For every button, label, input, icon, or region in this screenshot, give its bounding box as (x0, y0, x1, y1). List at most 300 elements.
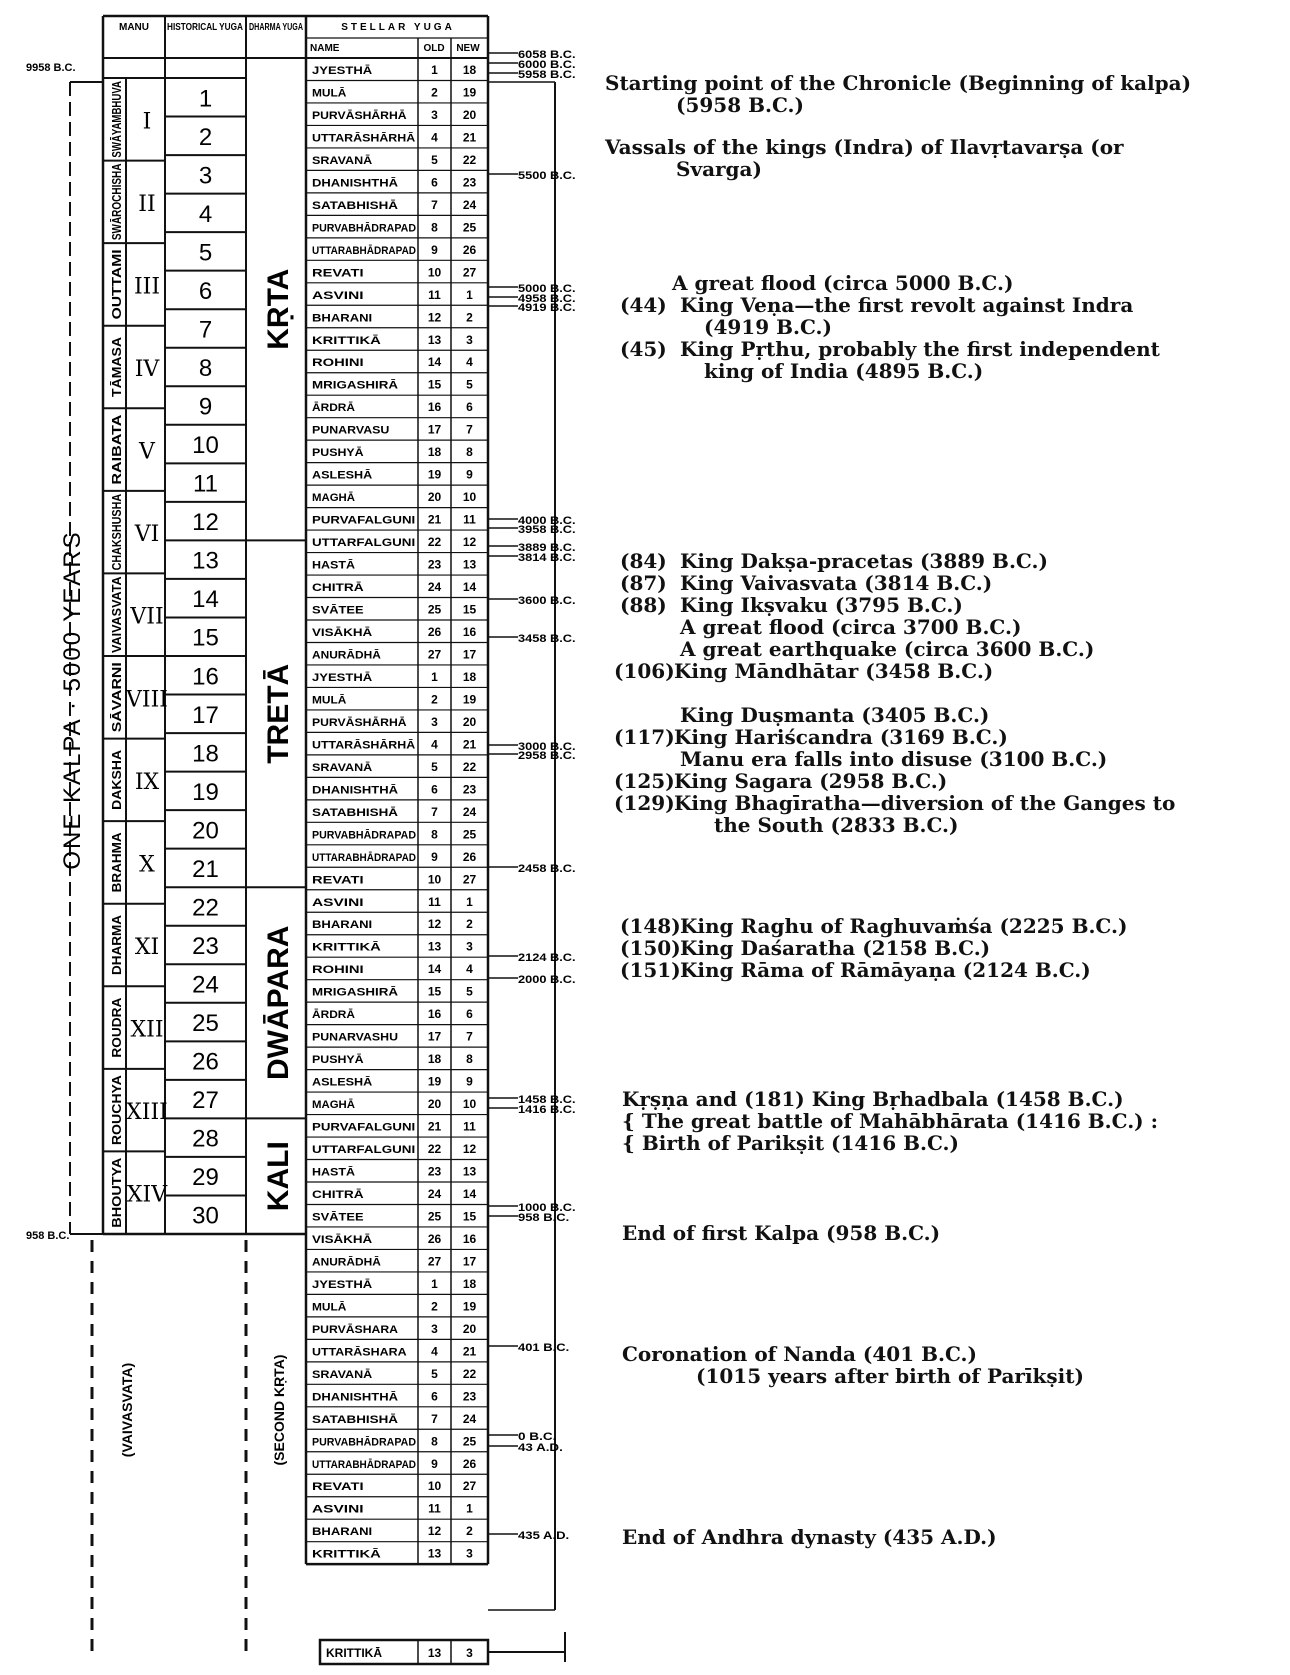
stellar-old: 7 (431, 804, 438, 819)
stellar-name: DHANISHTHĀ (312, 1391, 399, 1404)
bottom-date: 958 B.C. (26, 1230, 70, 1242)
stellar-new: 21 (462, 1344, 477, 1359)
header-new: NEW (456, 43, 480, 54)
stellar-name: ĀRDRĀ (312, 1009, 356, 1022)
date-mark: 958 B.C. (518, 1212, 570, 1224)
stellar-old: 25 (427, 602, 442, 617)
historical-yuga-number: 13 (192, 547, 219, 575)
historical-yuga-number: 4 (198, 200, 213, 228)
stellar-name: CHITRĀ (312, 582, 364, 595)
stellar-old: 13 (427, 939, 442, 954)
stellar-new: 18 (462, 63, 477, 77)
manu-number: VI (134, 522, 160, 548)
stellar-name: JYESTHĀ (312, 65, 373, 77)
historical-yuga-number: 20 (192, 817, 219, 845)
stellar-name: SVĀTEE (312, 1211, 364, 1224)
stellar-old: 22 (427, 1142, 442, 1157)
event-text: A great flood (circa 5000 B.C.) (672, 271, 1014, 295)
stellar-new: 24 (462, 197, 477, 212)
stellar-name: UTTARĀSHĀRHĀ (312, 739, 416, 752)
stellar-new: 2 (466, 1524, 473, 1539)
manu-number: IX (134, 769, 160, 795)
stellar-old: 20 (427, 1097, 442, 1112)
stellar-old: 17 (427, 422, 442, 437)
date-mark: 4000 B.C. (518, 515, 576, 527)
event-number: (45) (620, 337, 667, 361)
historical-yuga-number: 10 (192, 432, 219, 460)
stellar-old: 9 (431, 849, 438, 864)
event-number: (148) (620, 914, 681, 938)
manu-number: II (138, 191, 156, 217)
stellar-name: REVATI (312, 267, 364, 280)
header-manu: MANU (119, 22, 149, 33)
event-number: (151) (620, 958, 681, 982)
stellar-old: 24 (427, 1187, 442, 1201)
stellar-name: MAGHĀ (312, 1099, 356, 1112)
date-mark: 2458 B.C. (518, 863, 576, 875)
header-name: NAME (310, 43, 340, 54)
stellar-old: 16 (427, 400, 442, 415)
stellar-new: 14 (462, 1187, 477, 1201)
stellar-name: ASVINI (312, 1503, 364, 1516)
stellar-name: PUSHYĀ (312, 1054, 364, 1067)
stellar-new: 22 (462, 1366, 477, 1381)
dharma-yuga-name: TRETĀ (262, 663, 295, 764)
stellar-name: UTTARABHĀDRAPAD (312, 851, 417, 864)
stellar-old: 6 (431, 782, 438, 797)
event-text: A great flood (circa 3700 B.C.) (680, 615, 1022, 639)
stellar-old: 2 (431, 85, 438, 100)
manu-name: SWĀROCHISHA (109, 140, 124, 241)
stellar-name: SVĀTEE (312, 604, 364, 617)
stellar-old: 3 (431, 1321, 438, 1336)
stellar-new: 8 (466, 1052, 473, 1067)
event-text: King Vaivasvata (3814 B.C.) (680, 571, 993, 595)
stellar-new: 23 (462, 175, 477, 190)
event-number: (129) (614, 791, 675, 815)
historical-yuga-number: 11 (193, 470, 218, 498)
dharma-yuga-name: KṚTA (262, 268, 295, 350)
stellar-old: 7 (431, 1411, 438, 1426)
stellar-name: JYESTHĀ (312, 671, 373, 684)
stellar-old: 9 (431, 1456, 438, 1471)
event-text: King Daśaratha (2158 B.C.) (680, 936, 991, 960)
stellar-name: KRITTIKĀ (312, 1548, 381, 1561)
event-text: King Pṛthu, probably the first independent (680, 337, 1160, 361)
stellar-name: ASLESHĀ (312, 1076, 373, 1089)
manu-number: VII (130, 604, 164, 630)
stellar-name: BHARANI (312, 312, 373, 325)
stellar-old: 1 (431, 1276, 438, 1291)
stellar-new: 11 (463, 1119, 476, 1134)
dharma-yuga-name: DWĀPARA (262, 925, 295, 1081)
stellar-new: 15 (462, 602, 477, 617)
stellar-old: 10 (427, 1479, 442, 1494)
stellar-name: MULĀ (312, 1301, 347, 1314)
stellar-name: VISĀKHĀ (312, 627, 373, 639)
stellar-name: UTTARABHĀDRAPAD (312, 1458, 417, 1471)
historical-yuga-number: 27 (192, 1087, 219, 1115)
stellar-old: 27 (427, 647, 442, 662)
date-mark: 4919 B.C. (518, 302, 576, 314)
stellar-old: 3 (431, 714, 438, 729)
stellar-new: 26 (462, 849, 477, 864)
historical-yuga-number: 23 (192, 933, 219, 960)
date-mark: 43 A.D. (518, 1442, 563, 1454)
stellar-name: UTTARĀSHĀRHĀ (312, 132, 416, 145)
stellar-old: 11 (428, 1501, 441, 1516)
stellar-new: 22 (462, 152, 477, 167)
stellar-new: 13 (462, 557, 477, 572)
stellar-new: 10 (462, 1097, 477, 1112)
manu-name: BRAHMA (109, 834, 124, 893)
stellar-new: 4 (466, 355, 473, 370)
stellar-new: 23 (462, 1389, 477, 1404)
event-number: (84) (620, 549, 667, 573)
stellar-name: SRAVANĀ (312, 761, 373, 774)
manu-name: SWĀYAMBHUVA (109, 54, 124, 158)
manu-number: XIII (126, 1100, 168, 1126)
manu-name: CHAKSHUSHA (109, 477, 124, 571)
stellar-old: 18 (427, 445, 442, 460)
header-dharma-yuga: DHARMA YUGA (249, 22, 303, 33)
stellar-new: 6 (466, 1007, 473, 1022)
stellar-name: ANURĀDHĀ (312, 1256, 381, 1269)
event-text: king of India (4895 B.C.) (704, 359, 984, 383)
stellar-new: 20 (462, 714, 477, 729)
manu-name: RAIBATA (109, 427, 124, 485)
stellar-name: MRIGASHIRĀ (312, 379, 399, 392)
manu-name: VAIVASVATA (109, 574, 124, 653)
stellar-name: ANURĀDHĀ (312, 649, 381, 662)
stellar-name: SRAVANĀ (312, 154, 373, 167)
stellar-old: 25 (427, 1209, 442, 1224)
date-mark: 1416 B.C. (518, 1104, 576, 1116)
event-text: King Sagara (2958 B.C.) (674, 769, 948, 793)
stellar-old: 21 (427, 1119, 442, 1134)
event-text: King Duṣmanta (3405 B.C.) (680, 703, 990, 727)
stellar-name: HASTĀ (312, 1166, 356, 1179)
stellar-old: 22 (427, 535, 442, 550)
historical-yuga-number: 19 (192, 778, 219, 806)
stellar-new: 1 (466, 1501, 473, 1516)
date-mark: 3889 B.C. (518, 542, 576, 554)
stellar-name: UTTARFALGUNI (312, 537, 416, 550)
stellar-old: 1 (431, 669, 438, 684)
historical-yuga-number: 28 (192, 1125, 219, 1153)
stellar-new: 17 (462, 647, 477, 662)
stellar-old: 26 (427, 1231, 442, 1246)
date-mark: 3814 B.C. (518, 552, 576, 564)
stellar-old: 16 (427, 1007, 442, 1022)
stellar-name: PURVAFALGUNI (312, 514, 416, 527)
date-mark: 5000 B.C. (518, 283, 576, 295)
stellar-name: PURVĀSHARA (312, 1323, 399, 1336)
stellar-new: 26 (462, 242, 477, 257)
stellar-old: 13 (427, 1546, 442, 1561)
stellar-new: 3 (466, 1546, 473, 1561)
stellar-old: 5 (431, 759, 438, 774)
stellar-old: 8 (431, 1434, 438, 1449)
manu-number: XII (130, 1017, 164, 1043)
event-text: End of Andhra dynasty (435 A.D.) (622, 1525, 997, 1549)
stellar-name: JYESTHĀ (312, 1278, 373, 1291)
stellar-new: 20 (462, 1321, 477, 1336)
historical-yuga-number: 5 (198, 239, 213, 267)
stellar-old: 4 (431, 1344, 438, 1359)
historical-yuga-number: 15 (192, 624, 219, 652)
stellar-old: 3 (431, 107, 438, 122)
stellar-old: 13 (427, 332, 442, 347)
stellar-old: 15 (427, 984, 442, 999)
manu-number: I (142, 109, 152, 135)
stellar-old: 8 (431, 827, 438, 842)
header-old: OLD (423, 43, 445, 54)
stellar-name: DHANISHTHĀ (312, 177, 399, 190)
stellar-new: 20 (462, 107, 477, 122)
kalpa-label: ONE KALPA · 5000 YEARS (59, 530, 86, 870)
manu-number: IV (134, 357, 160, 382)
stellar-old: 7 (431, 197, 438, 212)
event-text: King Raghu of Raghuvaṁśa (2225 B.C.) (680, 914, 1128, 938)
stellar-new: 13 (462, 1164, 477, 1179)
manu-number: X (139, 852, 155, 878)
event-text: King Māndhātar (3458 B.C.) (674, 659, 994, 683)
stellar-name: UTTARFALGUNI (312, 1144, 416, 1157)
stellar-name: UTTARABHĀDRAPAD (312, 244, 417, 257)
stellar-name: ROHINI (312, 964, 364, 977)
stellar-old: 11 (428, 894, 441, 909)
stellar-old: 10 (427, 265, 442, 280)
stellar-new: 14 (462, 580, 477, 595)
stellar-new: 5 (466, 377, 473, 392)
stellar-new: 2 (466, 310, 473, 325)
stellar-name: PUNARVASHU (312, 1031, 399, 1044)
date-mark: 2124 B.C. (518, 952, 576, 964)
historical-yuga-number: 1 (198, 85, 213, 113)
stellar-new: 1 (466, 287, 473, 302)
historical-yuga-number: 8 (198, 355, 213, 382)
stellar-old: 6 (431, 175, 438, 190)
stellar-name: ASVINI (312, 289, 364, 302)
stellar-old: 23 (427, 557, 442, 572)
manu-number: VIII (126, 687, 168, 713)
stellar-new: 19 (462, 85, 477, 100)
event-text: Coronation of Nanda (401 B.C.) (622, 1342, 977, 1366)
event-text: A great earthquake (circa 3600 B.C.) (680, 637, 1095, 661)
stellar-old: 12 (427, 310, 442, 325)
manu-name: OUTTAMI (109, 261, 124, 320)
event-text: { Birth of Parikṣit (1416 B.C.) (622, 1131, 959, 1155)
stellar-old: 19 (427, 467, 442, 482)
stellar-old: 14 (427, 355, 442, 370)
header-stellar-yuga: STELLAR YUGA (341, 22, 455, 33)
date-mark: 2958 B.C. (518, 750, 576, 762)
stellar-old: 8 (431, 220, 438, 235)
stellar-name: ASLESHĀ (312, 469, 373, 482)
event-number: (117) (614, 725, 675, 749)
stellar-name: PURVABHĀDRAPAD (312, 1436, 417, 1449)
historical-yuga-number: 7 (198, 316, 213, 344)
stellar-new: 10 (462, 490, 477, 505)
event-text: the South (2833 B.C.) (714, 813, 959, 837)
date-mark: 435 A.D. (518, 1530, 570, 1542)
stellar-new: 16 (462, 625, 477, 639)
stellar-old: 23 (427, 1164, 442, 1179)
stellar-new: 27 (462, 1479, 477, 1494)
historical-yuga-number: 29 (192, 1164, 219, 1192)
stellar-name: SATABHISHĀ (312, 1413, 399, 1426)
stellar-name: KRITTIKĀ (312, 334, 381, 347)
top-date: 9958 B.C. (26, 62, 76, 74)
historical-yuga-number: 17 (192, 701, 219, 729)
stellar-old: 15 (427, 377, 442, 392)
stellar-old: 4 (431, 737, 438, 752)
manu-name: ROUCHYA (109, 1080, 124, 1146)
stellar-name: BHARANI (312, 919, 373, 932)
stellar-name: VISĀKHĀ (312, 1233, 373, 1246)
historical-yuga-number: 21 (192, 855, 219, 883)
date-mark: 5958 B.C. (518, 69, 576, 81)
historical-yuga-number: 24 (192, 971, 219, 999)
historical-yuga-number: 18 (192, 740, 219, 768)
historical-yuga-number: 9 (198, 393, 213, 421)
event-text: Svarga) (676, 157, 762, 181)
manu-name: DHARMA (109, 917, 124, 975)
historical-yuga-number: 2 (198, 123, 213, 151)
stellar-new: 15 (462, 1209, 477, 1224)
stellar-new: 16 (462, 1231, 477, 1246)
stellar-name: MULĀ (312, 694, 347, 707)
stellar-name: KRITTIKĀ (312, 941, 381, 954)
stellar-name: REVATI (312, 874, 364, 887)
historical-yuga-number: 25 (192, 1010, 219, 1038)
date-mark: 2000 B.C. (518, 974, 576, 986)
stellar-new: 25 (462, 220, 477, 235)
stellar-new: 18 (462, 669, 477, 684)
historical-yuga-number: 12 (192, 509, 219, 537)
stellar-name: CHITRĀ (312, 1189, 364, 1201)
event-number: (87) (620, 571, 667, 595)
date-mark: 4958 B.C. (518, 293, 576, 305)
event-text: Starting point of the Chronicle (Beginning of kalpa) (605, 71, 1192, 95)
stellar-old: 6 (431, 1389, 438, 1404)
stellar-new: 19 (462, 692, 477, 707)
stellar-name: MRIGASHIRĀ (312, 986, 399, 999)
stellar-new: 21 (462, 737, 477, 752)
historical-yuga-number: 6 (198, 277, 213, 305)
stellar-name: ASVINI (312, 896, 364, 909)
event-text: King Rāma of Rāmāyaṇa (2124 B.C.) (680, 958, 1091, 982)
stellar-name: SRAVANĀ (312, 1368, 373, 1381)
header-historical-yuga: HISTORICAL YUGA (167, 22, 243, 33)
stellar-name: SATABHISHĀ (312, 806, 399, 819)
stellar-name: PURVĀSHĀRHĀ (312, 716, 407, 729)
event-text: King Ikṣvaku (3795 B.C.) (680, 593, 963, 617)
stellar-name: PUSHYĀ (312, 447, 364, 460)
stellar-name: HASTĀ (312, 559, 356, 572)
stellar-name: PURVĀSHĀRHĀ (312, 109, 407, 122)
stellar-old: 5 (431, 152, 438, 167)
stellar-new: 24 (462, 804, 477, 819)
stellar-old: 10 (427, 872, 442, 887)
event-number: (88) (620, 593, 667, 617)
event-text: Vassals of the kings (Indra) of Ilavṛtavarṣa (or (605, 135, 1124, 159)
date-mark: 6000 B.C. (518, 59, 576, 71)
event-text: { The great battle of Mahābhārata (1416 B.C.) : (622, 1109, 1158, 1133)
stellar-name: PURVABHĀDRAPAD (312, 222, 417, 235)
stellar-old: 12 (427, 917, 442, 932)
historical-yuga-number: 30 (192, 1202, 219, 1230)
stellar-new: 12 (462, 535, 477, 550)
stellar-new: 24 (462, 1411, 477, 1426)
stellar-new: 18 (462, 1276, 477, 1291)
date-mark: 3458 B.C. (518, 633, 576, 645)
event-number: (106) (614, 659, 675, 683)
manu-number: XIV (126, 1182, 168, 1208)
stellar-new: 3 (466, 939, 473, 954)
event-text: King Veṇa—the first revolt against Indra (680, 293, 1134, 317)
event-number: (125) (614, 769, 675, 793)
stellar-new: 5 (466, 984, 473, 999)
date-mark: 0 B.C. (518, 1431, 557, 1443)
manu-name: SĀVARNI (109, 674, 124, 733)
manu-name: BHOUTYA (109, 1164, 124, 1228)
stellar-new: 19 (462, 1299, 477, 1314)
historical-yuga-number: 14 (192, 586, 219, 614)
stellar-new: 21 (462, 130, 477, 145)
dharma-yuga-name: KALI (262, 1141, 295, 1212)
stellar-old: 9 (431, 242, 438, 257)
date-mark: 1458 B.C. (518, 1094, 576, 1106)
stellar-new: 27 (462, 265, 477, 280)
stellar-old: 19 (427, 1074, 442, 1089)
historical-yuga-number: 3 (198, 162, 213, 190)
stellar-new: 9 (466, 1074, 473, 1089)
stellar-new: 22 (462, 759, 477, 774)
stellar-old: 20 (427, 490, 442, 505)
stellar-name: ĀRDRĀ (312, 402, 356, 415)
stellar-new: 9 (466, 467, 473, 482)
second-krta-label: (SECOND KṚTA) (271, 1354, 287, 1466)
date-mark: 6058 B.C. (518, 49, 576, 61)
date-mark: 1000 B.C. (518, 1202, 576, 1214)
stellar-new: 7 (466, 1029, 473, 1044)
stellar-old: 14 (427, 962, 442, 977)
stellar-old: 4 (431, 130, 438, 145)
stellar-new: 8 (466, 445, 473, 460)
event-number: (150) (620, 936, 681, 960)
stellar-new: 25 (462, 1434, 477, 1449)
vaivasvata-label: (VAIVASVATA) (119, 1362, 135, 1458)
final-row-old: 13 (427, 1646, 442, 1660)
stellar-new: 26 (462, 1456, 477, 1471)
stellar-new: 23 (462, 782, 477, 797)
stellar-name: REVATI (312, 1481, 364, 1494)
stellar-new: 2 (466, 917, 473, 932)
stellar-new: 25 (462, 827, 477, 842)
date-mark: 3000 B.C. (518, 741, 576, 753)
stellar-old: 24 (427, 580, 442, 595)
stellar-old: 27 (427, 1254, 442, 1269)
stellar-name: PURVABHĀDRAPAD (312, 829, 417, 842)
stellar-new: 7 (466, 422, 473, 437)
stellar-name: MULĀ (312, 87, 347, 100)
date-mark: 401 B.C. (518, 1342, 570, 1354)
stellar-old: 5 (431, 1366, 438, 1381)
event-text: (1015 years after birth of Parīkṣit) (696, 1364, 1084, 1388)
event-text: King Dakṣa-pracetas (3889 B.C.) (680, 549, 1048, 573)
